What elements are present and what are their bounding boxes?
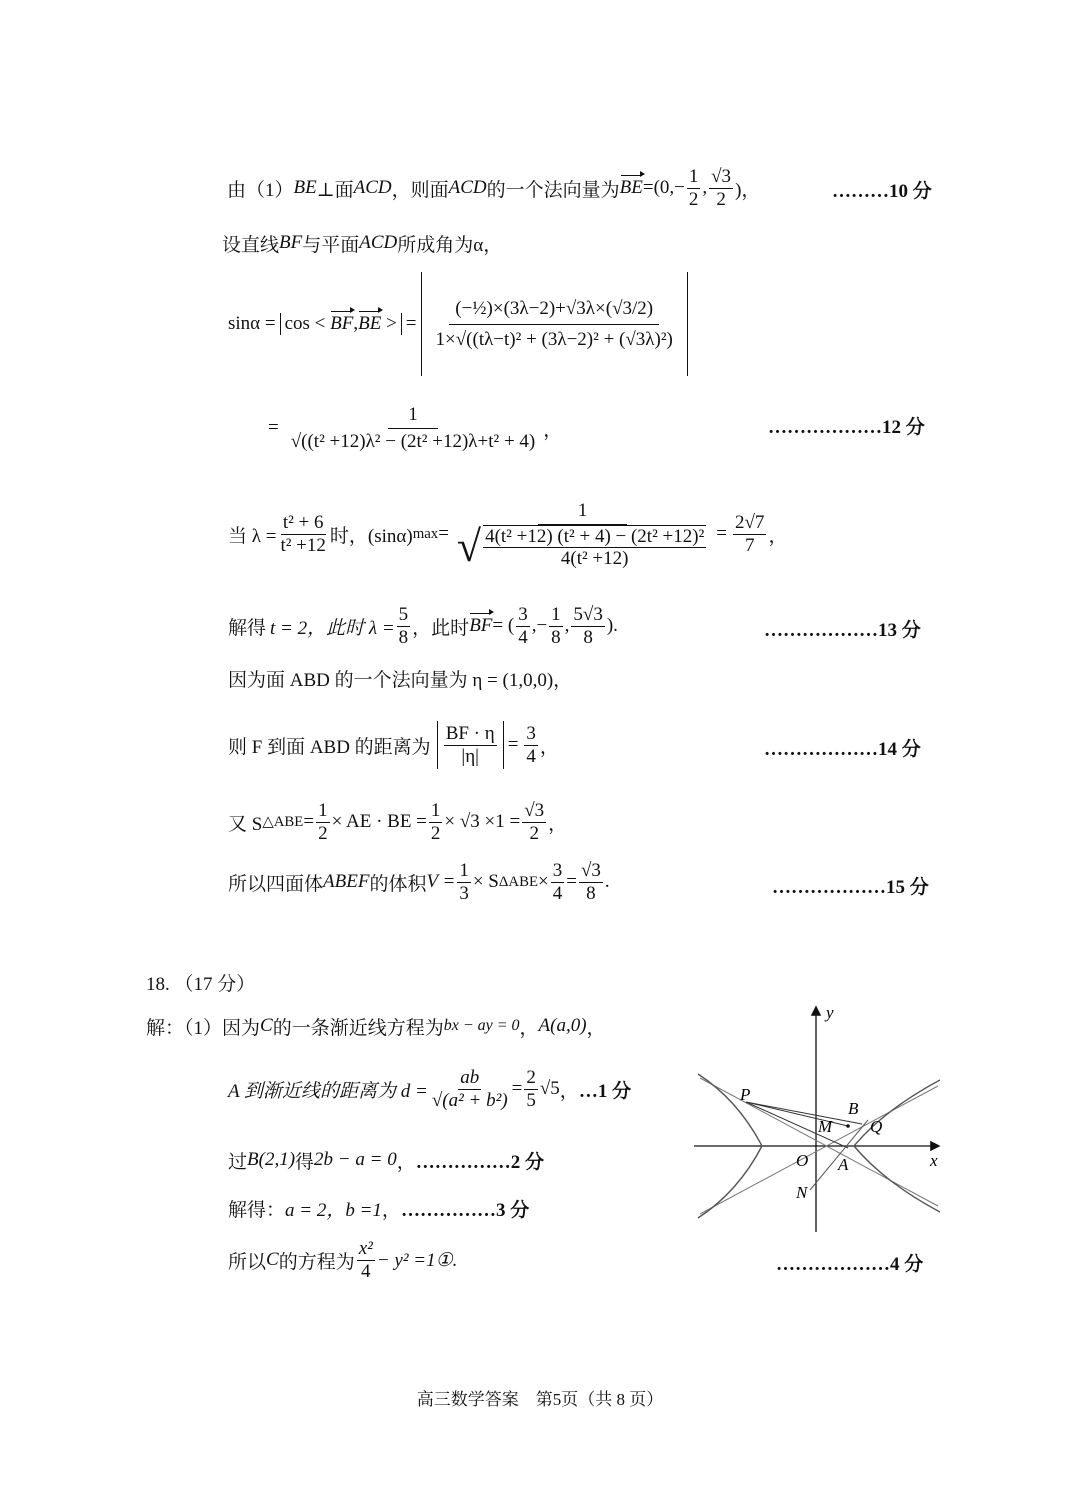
fraction xyxy=(687,166,701,211)
score-2: ……………2 分 xyxy=(415,1151,544,1173)
score-14: ………………14 分 xyxy=(764,739,921,760)
text: = xyxy=(566,871,577,892)
text: − y² =1①. xyxy=(376,1249,458,1271)
line-volume: 所以四面体 ABEF 的体积 V = $\frac{1}{3}$ × S ΔABE × $\frac{3}{4}$ = $\frac{√3}{8}$ . xyxy=(228,859,610,904)
num: 1 xyxy=(551,603,561,625)
line-PQ xyxy=(746,1102,862,1124)
den: 4 xyxy=(526,745,536,767)
text: ACD xyxy=(448,177,487,198)
q18-line1 xyxy=(146,1012,606,1040)
abs-fraction xyxy=(421,272,688,376)
line-distance xyxy=(228,714,559,776)
text: × S xyxy=(472,871,499,892)
num: 5√3 xyxy=(573,603,603,625)
text: ， xyxy=(548,813,568,835)
text: ， xyxy=(768,525,788,547)
abs-fraction xyxy=(437,721,504,770)
text: = xyxy=(438,523,449,544)
text: 解得 xyxy=(228,617,267,639)
text: 时，(sinα) xyxy=(329,525,413,547)
num: 4(t² +12) (t² + 4) − (2t² +12)² xyxy=(485,525,705,547)
label-B: B xyxy=(848,1099,859,1118)
text: ， xyxy=(539,736,559,758)
num: 1 xyxy=(430,799,441,821)
den: 2 xyxy=(716,188,726,210)
text: t = 2，此时 λ = xyxy=(270,617,395,639)
text: = xyxy=(507,734,519,755)
label-y: y xyxy=(826,1003,834,1022)
score-3: ……………3 分 xyxy=(400,1199,530,1221)
den: √((t² +12)λ² − (2t² +12)λ+t² + 4) xyxy=(290,430,536,452)
den: 1×√((tλ−t)² + (3λ−2)² + (√3λ)²) xyxy=(435,328,673,350)
q18-line4 xyxy=(228,1194,529,1222)
text: C xyxy=(260,1015,273,1036)
text: a = 2，b =1 xyxy=(285,1199,382,1221)
num: 1 xyxy=(538,498,628,525)
line-solve-t: 解得 t = 2，此时 λ = $\frac{5}{8}$ ，此时 BF = ( $\frac{3}{4}$ ,− $\frac{1}{8}$ , $\frac{5√3}{8}$ ). xyxy=(228,603,618,648)
text: ABEF xyxy=(323,871,370,892)
text: C xyxy=(266,1249,279,1270)
fraction xyxy=(429,800,443,845)
line-angle-def xyxy=(222,228,502,258)
label-Q: Q xyxy=(870,1117,883,1136)
label-x: x xyxy=(930,1151,938,1170)
text: × √3 ×1 = xyxy=(444,811,521,832)
text: ， xyxy=(381,1199,401,1221)
text: ， xyxy=(396,1151,416,1173)
score-13: ………………13 分 xyxy=(764,620,921,641)
text: BF xyxy=(279,232,303,253)
abs-cos: cos < BF,BE > xyxy=(280,313,402,335)
fraction xyxy=(516,604,530,649)
text: 的一个法向量为 xyxy=(486,179,620,201)
text: ，此时 xyxy=(412,617,470,639)
score-1: …1 分 xyxy=(578,1080,632,1102)
text: 的一条渐近线方程为 xyxy=(272,1017,444,1039)
fraction xyxy=(457,860,471,905)
fraction xyxy=(357,1238,375,1283)
text: 与平面 xyxy=(302,234,360,256)
fraction xyxy=(551,860,565,905)
text: ， xyxy=(586,1017,606,1039)
q18-line2 xyxy=(228,1062,631,1116)
text: = xyxy=(511,1078,523,1099)
text: 18. （17 分） xyxy=(146,973,256,995)
label-P: P xyxy=(740,1085,751,1104)
den: 2 xyxy=(529,822,539,844)
vector-BF: BF xyxy=(469,615,493,636)
text: bx − ay = 0 xyxy=(443,1017,520,1034)
vector-BF: BF xyxy=(330,313,354,334)
fraction xyxy=(278,512,327,557)
text: = ( xyxy=(492,615,515,636)
text: . xyxy=(604,871,610,892)
text: 2b − a = 0 xyxy=(314,1149,397,1170)
text: 则 F 到面 ABD 的距离为 xyxy=(228,736,431,758)
text: 又 S xyxy=(228,813,263,835)
fraction xyxy=(733,512,766,557)
text: cos < xyxy=(284,313,326,334)
text: 解得： xyxy=(228,1199,286,1221)
label-M: M xyxy=(818,1117,833,1136)
line-PM xyxy=(746,1102,848,1126)
fraction xyxy=(285,402,542,455)
text: × AE · BE = xyxy=(331,811,427,832)
score-10: ………10 分 xyxy=(832,181,932,202)
num: √3 xyxy=(711,165,732,187)
fraction xyxy=(524,1067,538,1112)
num: 1 xyxy=(318,799,328,821)
num: ab xyxy=(460,1066,480,1088)
label-A: A xyxy=(838,1155,849,1174)
hyperbola-figure xyxy=(690,1000,950,1240)
num: (−½)×(3λ−2)+√3λ×(√3/2) xyxy=(449,294,659,325)
text: 解：（1）因为 xyxy=(146,1017,261,1039)
den: 8 xyxy=(398,626,409,648)
num: BF · η xyxy=(445,722,495,744)
line-max-sin: 当 λ = $\frac{\text{t² + 6}}{\text{t² +12}}$ 时，(sinα) max = 1 √ $\frac{\text{4(t² +12) (t² + 4) − (2t² +12)²}}{\text{4(t² +12)}}$ = $\frac{2√7}{7}$ ， xyxy=(228,499,788,572)
text: sinα = xyxy=(228,313,276,334)
text: 设直线 xyxy=(222,234,280,256)
q18-title xyxy=(146,968,255,996)
text: A(a,0) xyxy=(538,1015,587,1036)
num: 3 xyxy=(552,859,563,881)
den: |η| xyxy=(461,745,479,767)
fraction xyxy=(571,604,604,649)
num: 3 xyxy=(518,603,528,625)
num: t² + 6 xyxy=(282,511,324,533)
text: ，则面 xyxy=(391,179,449,201)
fraction xyxy=(522,800,546,845)
fraction xyxy=(430,1067,510,1112)
text: 的体积 xyxy=(369,873,427,895)
text: 过 xyxy=(228,1151,248,1173)
fraction xyxy=(430,294,679,355)
line-area: 又 S △ABE = $\frac{1}{2}$ × AE · BE = $\frac{1}{2}$ × √3 ×1 = $\frac{√3}{2}$ ， xyxy=(228,799,568,844)
den: 8 xyxy=(551,626,561,648)
q18-line3 xyxy=(228,1146,544,1174)
fraction xyxy=(549,604,563,649)
num: 2 xyxy=(526,1066,536,1088)
label-N: N xyxy=(796,1183,808,1202)
den: 2 xyxy=(430,822,441,844)
den: 4 xyxy=(552,882,563,904)
text: ). xyxy=(606,615,618,636)
den: 5 xyxy=(526,1089,536,1111)
text: = xyxy=(268,417,279,438)
num: √3 xyxy=(580,859,601,881)
text: 得 xyxy=(295,1151,315,1173)
text: ， xyxy=(559,1080,579,1102)
fraction xyxy=(524,723,538,768)
text: ， xyxy=(519,1017,539,1039)
num: 1 xyxy=(388,402,438,429)
den: 3 xyxy=(459,882,469,904)
q18-line5 xyxy=(228,1234,457,1286)
text: 所以 xyxy=(228,1251,267,1273)
text: ACD xyxy=(359,232,398,253)
text: 由（1） xyxy=(227,179,294,201)
num: 3 xyxy=(526,722,536,744)
text: ， xyxy=(543,419,563,441)
den: t² +12 xyxy=(280,534,326,556)
label-O: O xyxy=(796,1151,809,1170)
num: 5 xyxy=(398,603,409,625)
line-PA xyxy=(746,1102,848,1148)
num: 1 xyxy=(459,859,469,881)
vector-BE: BE xyxy=(358,313,382,334)
point-B xyxy=(846,1124,850,1128)
text: A 到渐近线的距离为 d = xyxy=(228,1080,428,1102)
num: 1 xyxy=(688,165,699,187)
text: =(0,− xyxy=(642,177,685,198)
page-footer: 高三数学答案 第5页（共 8 页） xyxy=(416,1390,664,1409)
text: )， xyxy=(735,179,761,201)
asymptote-1 xyxy=(700,1078,938,1206)
text: B(2,1) xyxy=(247,1149,296,1170)
num: x² xyxy=(358,1237,373,1259)
den: √(a² + b²) xyxy=(431,1089,508,1111)
fraction xyxy=(483,525,706,571)
text: BE xyxy=(293,177,317,198)
num: 2√7 xyxy=(735,511,765,533)
vector-BE: BE xyxy=(619,177,643,198)
text: 所成角为α， xyxy=(397,234,503,256)
fraction xyxy=(397,604,411,649)
den: 4 xyxy=(361,1260,371,1282)
den: 2 xyxy=(688,188,699,210)
fraction xyxy=(455,498,710,571)
line-sin-formula: sinα = cos < BF,BE > = $\frac{\text{(−½)×(3λ−2)+√3λ×(√3/2)}}{\text{1×√((tλ−t)² + (3λ−2)² + (√3λ)²)}}$ xyxy=(228,270,688,378)
text: 当 λ = xyxy=(228,525,277,547)
line-normal-ABD xyxy=(228,664,572,692)
asymptote-2 xyxy=(700,1086,938,1214)
den: 8 xyxy=(586,882,596,904)
score-15: ………………15 分 xyxy=(772,877,929,898)
text: 的方程为 xyxy=(278,1251,355,1273)
text: 因为面 ABD 的一个法向量为 η = (1,0,0)， xyxy=(228,669,573,691)
fraction xyxy=(444,723,497,768)
text: V = xyxy=(426,871,456,892)
den: 7 xyxy=(744,534,755,556)
score-4: ………………4 分 xyxy=(776,1254,924,1275)
fraction xyxy=(709,166,733,211)
den: 8 xyxy=(583,626,593,648)
text: ACD xyxy=(353,177,392,198)
num: √3 xyxy=(524,799,545,821)
fraction xyxy=(316,800,330,845)
line-normal-vector: 由（1） BE ⊥面 ACD ，则面 ACD 的一个法向量为 BE =(0,− $\frac{1}{2}$ , $\frac{√3}{2}$ )， xyxy=(227,165,761,210)
den: 2 xyxy=(318,822,328,844)
score-12: ………………12 分 xyxy=(768,417,925,438)
text: ⊥面 xyxy=(316,179,354,201)
den: 4 xyxy=(518,626,528,648)
text: × xyxy=(538,871,549,892)
fraction xyxy=(579,860,603,905)
line-sin-simplified xyxy=(268,398,562,458)
den: 4(t² +12) xyxy=(560,548,629,570)
den: √ $\frac{\text{4(t² +12) (t² + 4) − (2t² +12)²}}{\text{4(t² +12)}}$ xyxy=(456,522,705,572)
text: = xyxy=(303,811,315,832)
text: 所以四面体 xyxy=(228,873,324,895)
text: √5 xyxy=(539,1078,560,1099)
